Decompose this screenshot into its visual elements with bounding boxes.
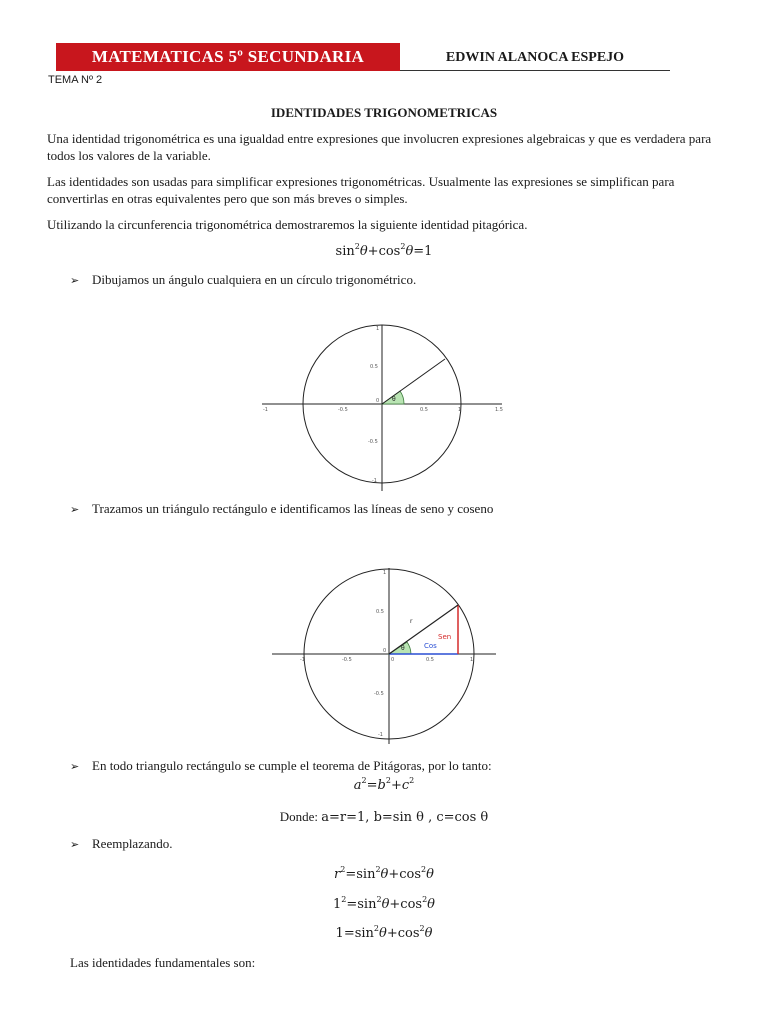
sin-label: Sen: [438, 633, 452, 641]
topic-number: TEMA Nº 2: [48, 74, 103, 86]
tick-x-neg05: -0.5: [342, 657, 352, 663]
step-1: $r^2=\sin^2\theta+\cos^2\theta$: [334, 865, 434, 882]
step-2: $1^2=\sin^2\theta+\cos^2\theta$: [332, 895, 435, 912]
bullet-draw-triangle: [70, 501, 493, 517]
tick-x-0: 0: [376, 398, 380, 404]
donde-label: Donde:: [279, 809, 319, 824]
tick-y-1: 1: [376, 326, 380, 332]
pythagoras-formula: $a^2=b^2+c^2$: [353, 776, 415, 793]
tick-x-05: 0.5: [426, 657, 434, 663]
paragraph-usage: Las identidades son usadas para simplificar expresiones trigonométricas. Usualmente las expresiones se simplifican para convertirlas en otras equivalentes pero que son más breves o simples.: [47, 174, 675, 206]
tick-x-05: 0.5: [420, 407, 428, 413]
bullet-text: Reemplazando.: [92, 836, 173, 851]
cos-label: Cos: [424, 642, 437, 650]
tick-y-05: 0.5: [376, 609, 384, 615]
bullet-arrow-icon: ➢: [70, 274, 80, 287]
bullet-replace: [70, 836, 173, 852]
bullet-arrow-icon: ➢: [70, 503, 80, 516]
bullet-arrow-icon: ➢: [70, 760, 80, 773]
tick-y-neg1: -1: [378, 732, 383, 738]
bullet-pythagoras: [70, 758, 492, 774]
paragraph-definition: Una identidad trigonométrica es una igualdad entre expresiones que involucren expresiones algebraicas y que es verdadera para todos los valores de la variable.: [47, 131, 712, 163]
step-3: $1=\sin^2\theta+\cos^2\theta$: [335, 924, 433, 941]
angle-label: θ: [392, 396, 396, 403]
tick-x-1: 1: [470, 657, 474, 663]
tick-x-neg1: -1: [300, 657, 305, 663]
tick-origin: 0: [383, 648, 387, 654]
figure-right-triangle: [272, 568, 496, 744]
tick-x-1: 1: [458, 407, 462, 413]
fundamental-identities-intro: Las identidades fundamentales son:: [70, 955, 256, 970]
figure-unit-circle-angle: [262, 325, 502, 491]
paragraph-intro: Utilizando la circunferencia trigonométrica demostraremos la siguiente identidad pitagórica.: [47, 217, 528, 232]
tick-x-15: 1.5: [495, 407, 503, 413]
pythagorean-identity: $\sin^2\theta+\cos^2\theta=1$: [335, 242, 433, 259]
donde-expression: a=r=1, b=sin θ , c=cos θ: [321, 810, 489, 825]
tick-x-neg05: -0.5: [338, 407, 348, 413]
tick-y-05: 0.5: [370, 364, 378, 370]
donde-line: [0, 809, 768, 825]
bullet-draw-angle: [70, 272, 416, 288]
bullet-text: Trazamos un triángulo rectángulo e identificamos las líneas de seno y coseno: [92, 501, 494, 516]
tick-x-neg1: -1: [263, 407, 268, 413]
radius-label: r: [410, 618, 413, 625]
page-title: IDENTIDADES TRIGONOMETRICAS: [270, 105, 498, 120]
tick-y-1: 1: [383, 570, 387, 576]
bullet-arrow-icon: ➢: [70, 838, 80, 851]
tick-x-0: 0: [391, 657, 395, 663]
tick-y-neg05: -0.5: [368, 439, 378, 445]
bullet-text: En todo triangulo rectángulo se cumple el teorema de Pitágoras, por lo tanto:: [92, 758, 492, 773]
author-name: EDWIN ALANOCA ESPEJO: [400, 46, 670, 71]
course-banner: MATEMATICAS 5º SECUNDARIA: [56, 43, 400, 71]
tick-y-neg05: -0.5: [374, 691, 384, 697]
bullet-text: Dibujamos un ángulo cualquiera en un círculo trigonométrico.: [92, 272, 417, 287]
angle-label: θ: [401, 645, 405, 652]
tick-y-neg1: -1: [372, 478, 377, 484]
